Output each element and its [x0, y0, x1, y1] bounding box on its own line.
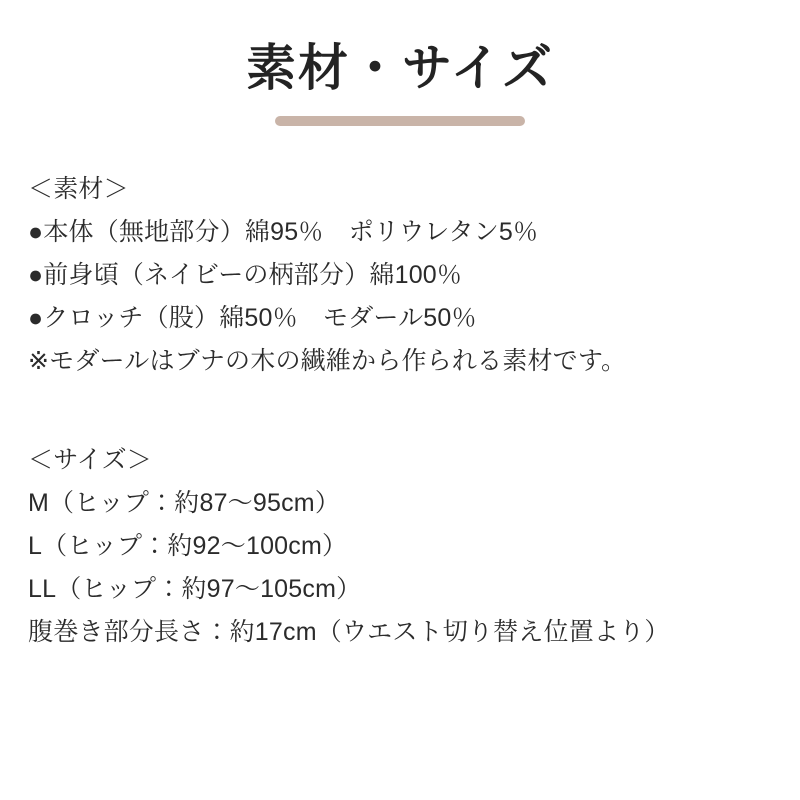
size-item: LL（ヒップ：約97〜105cm） — [28, 575, 362, 603]
material-section — [28, 168, 772, 383]
material-item: ●本体（無地部分）綿95％ ポリウレタン5％ — [28, 218, 539, 246]
material-note: ※モダールはブナの木の繊維から作られる素材です。 — [28, 347, 627, 375]
section-spacer — [28, 383, 772, 439]
size-heading: ＜サイズ＞ — [28, 446, 153, 474]
material-heading: ＜素材＞ — [28, 175, 129, 203]
material-item: ●前身頃（ネイビーの柄部分）綿100％ — [28, 261, 463, 289]
title-divider-wrap — [0, 116, 800, 126]
material-item: ●クロッチ（股）綿50％ モダール50％ — [28, 304, 477, 332]
page-title: 素材・サイズ — [246, 40, 554, 96]
size-section — [28, 439, 772, 654]
size-item: L（ヒップ：約92〜100cm） — [28, 532, 348, 560]
spec-content — [0, 168, 800, 654]
title-divider — [275, 116, 525, 126]
size-item: 腹巻き部分長さ：約17cm（ウエスト切り替え位置より） — [28, 618, 670, 646]
size-item: M（ヒップ：約87〜95cm） — [28, 489, 341, 517]
